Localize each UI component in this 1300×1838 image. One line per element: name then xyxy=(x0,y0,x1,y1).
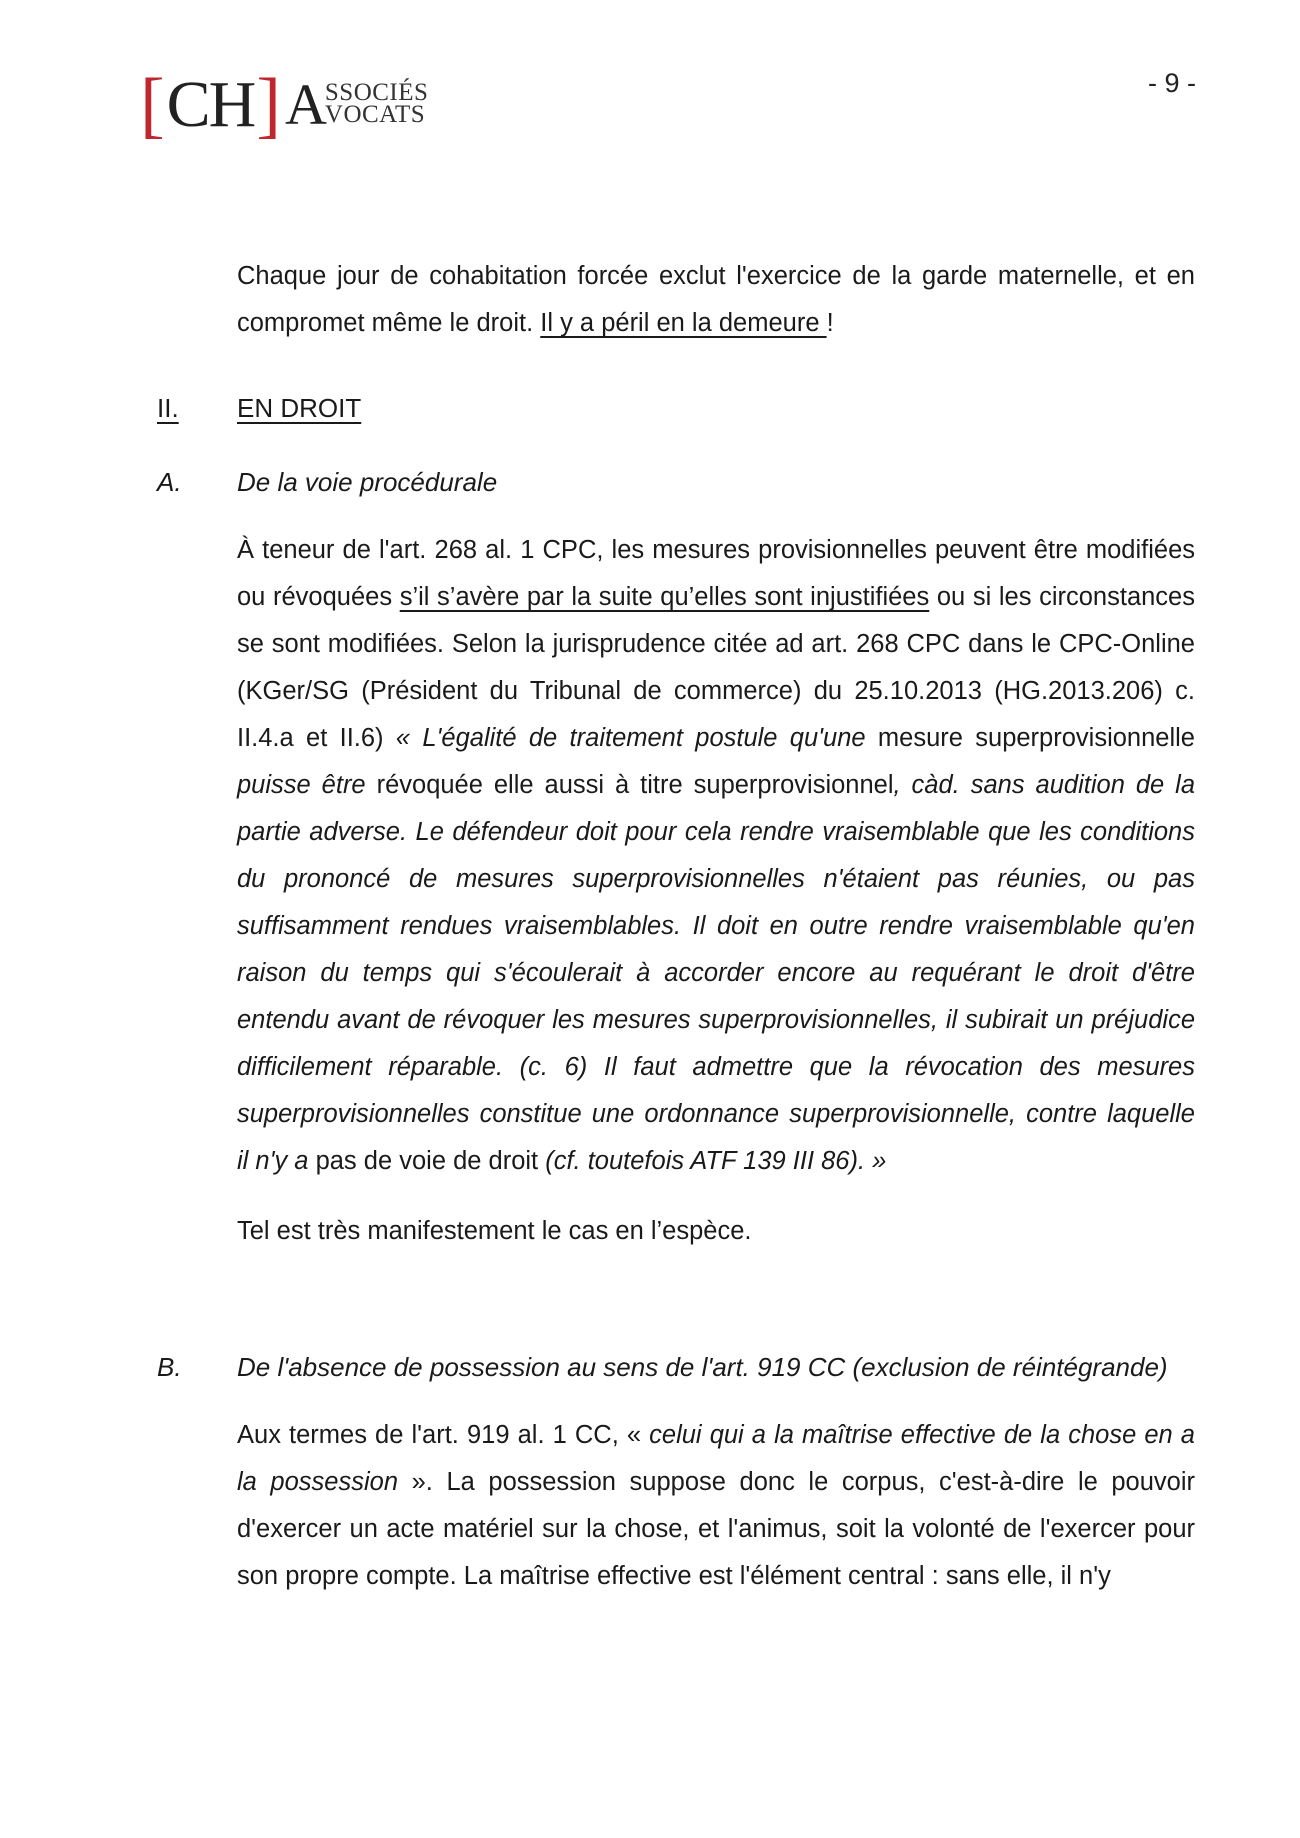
logo-word-associes: SSOCIÉS xyxy=(324,79,429,106)
intro-text: Chaque jour de cohabitation forcée exclut l'exercice de la garde maternelle, et en compromet même le droit. xyxy=(237,262,1195,337)
logo-letters: CH xyxy=(166,68,255,141)
text-run: révoquée elle aussi à titre superprovisionnel xyxy=(365,771,894,799)
text-run: ou si les circonstances se sont modifiées. Selon la jurisprudence citée ad art. 268 CPC dans le CPC-Online (KGer/SG (Président du Tribunal de commerce) du 25.10.2013 (HG.2013.206) c. II.4.a et II.6) xyxy=(237,583,1195,752)
section-title: EN DROIT xyxy=(237,393,362,423)
logo-bracket-close: ] xyxy=(256,64,281,146)
quote-run: puisse être xyxy=(237,771,366,799)
firm-logo xyxy=(140,64,429,146)
text-run: mesure superprovisionnelle xyxy=(865,724,1195,752)
logo-bracket-open: [ xyxy=(140,64,165,146)
quote-run: « L'égalité de traitement postule qu'une xyxy=(395,724,866,752)
quote-run: , càd. sans audition de la partie adverse. Le défendeur doit pour cela rendre vraisemblable que les conditions du prononcé de mesures superprovisionnelles n'étaient pas réunies, ou pas suffisamment rendues vraisemblables. Il doit en outre rendre vraisemblable qu'en raison du temps qui s'écoulerait à accorder encore au requérant le droit d'être entendu avant de révoquer les mesures superprovisionnelles, il subirait un préjudice difficilement réparable. (c. 6) Il faut admettre que la révocation des mesures superprovisionnelles constitue une ordonnance superprovisionnelle, contre laquelle il n'y a xyxy=(237,771,1196,1175)
subsection-a-paragraph xyxy=(237,527,1195,1185)
intro-paragraph xyxy=(237,253,1195,347)
text-run: À teneur de l'art. 268 al. 1 CPC, les mesures provisionnelles peuvent être modifiées ou révoquées xyxy=(237,536,1195,611)
logo-word-avocats: VOCATS xyxy=(324,101,426,128)
subsection-a-conclusion: Tel est très manifestement le cas en l’espèce. xyxy=(237,1217,752,1245)
intro-end: ! xyxy=(826,309,834,337)
logo-initial: A xyxy=(285,72,327,137)
subsection-b-letter: B. xyxy=(157,1352,182,1382)
subsection-b-title: De l'absence de possession au sens de l'art. 919 CC (exclusion de réintégrande) xyxy=(237,1352,1168,1382)
underlined-run: s’il s’avère par la suite qu’elles sont injustifiées xyxy=(399,583,930,611)
logo-words xyxy=(324,79,429,128)
quote-run: celui qui a la maîtrise effective de la chose en a la possession xyxy=(237,1421,1195,1496)
text-run: pas de voie de droit xyxy=(308,1147,546,1175)
intro-underlined: Il y a péril en la demeure xyxy=(540,309,827,337)
text-run: ». La possession suppose donc le corpus, c'est-à-dire le pouvoir d'exercer un acte matériel sur la chose, et l'animus, soit la volonté de l'exercer pour son propre compte. La maîtrise effective est l'élément central : sans elle, il n'y xyxy=(237,1468,1196,1590)
subsection-b-paragraph xyxy=(237,1412,1195,1600)
text-run: Aux termes de l'art. 919 al. 1 CC, « xyxy=(237,1421,650,1449)
subsection-a-title: De la voie procédurale xyxy=(237,467,498,497)
page-number: - 9 - xyxy=(1147,68,1196,98)
section-number: II. xyxy=(157,393,179,423)
quote-run: (cf. toutefois ATF 139 III 86). » xyxy=(545,1147,887,1175)
subsection-a-letter: A. xyxy=(157,467,182,497)
